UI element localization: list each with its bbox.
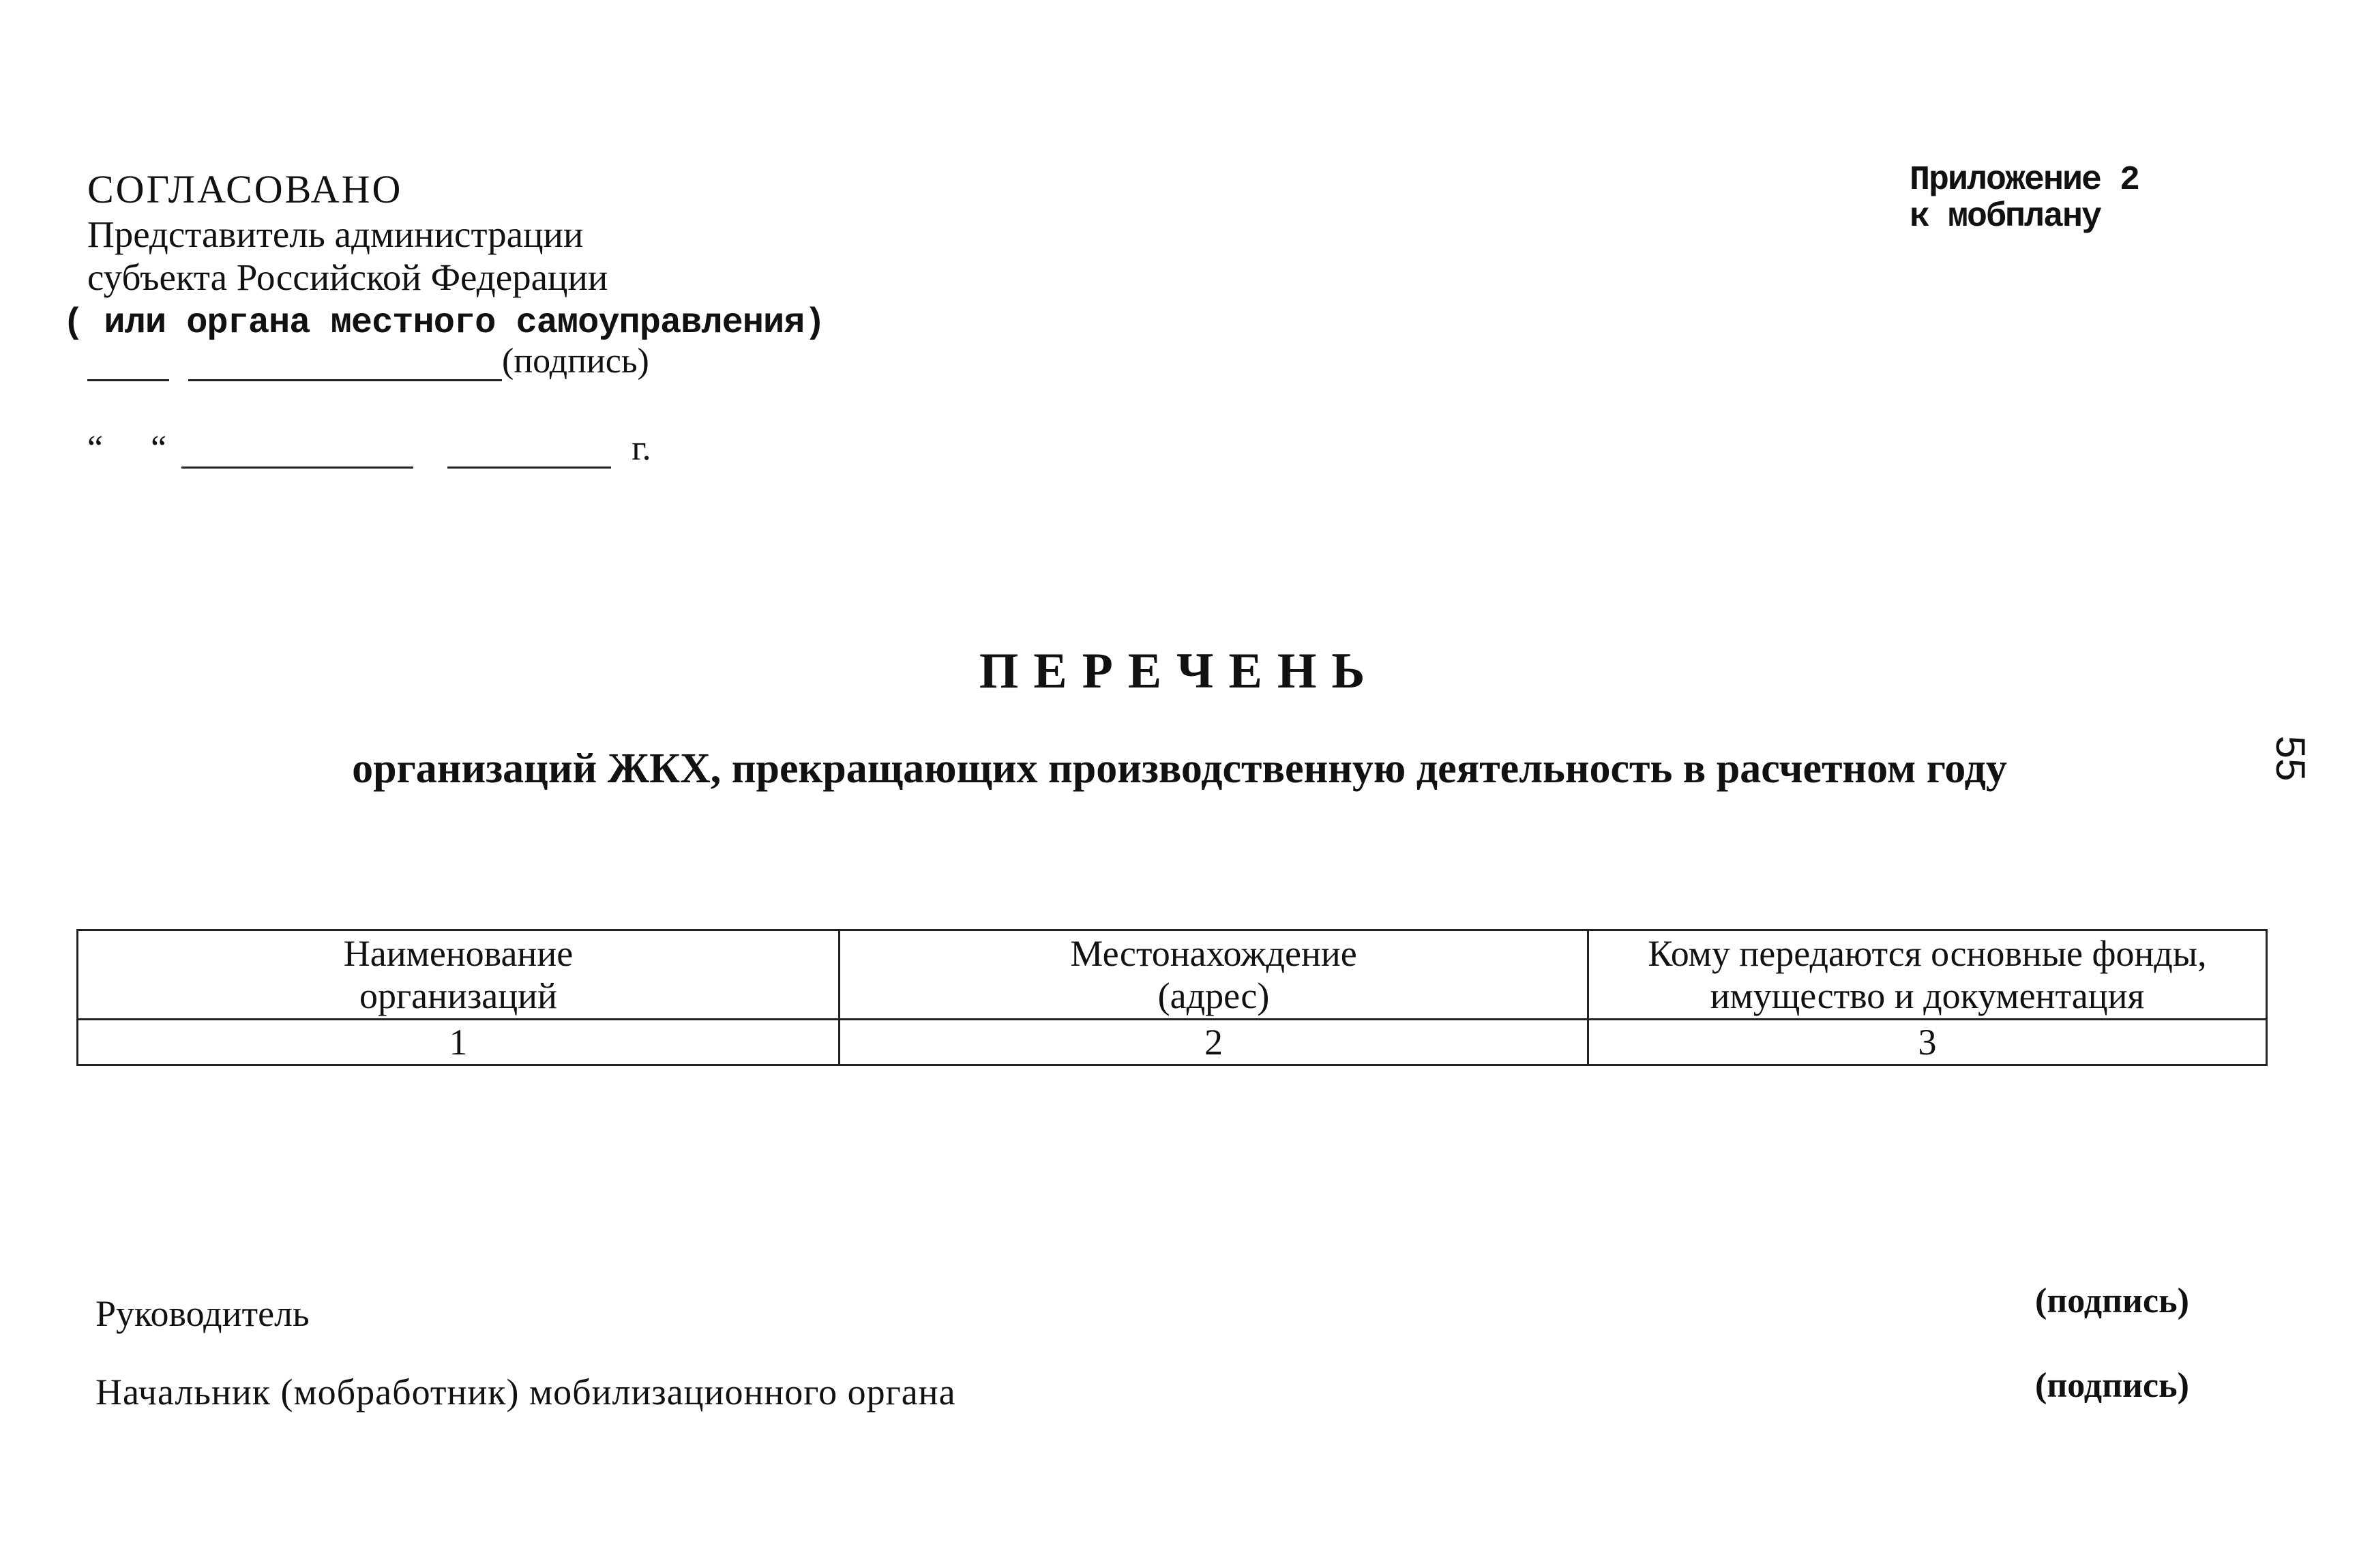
date-open-quote: “	[87, 429, 104, 468]
approval-representative-line: Представитель администрации	[87, 213, 584, 255]
chief-signature-label: (подпись)	[2035, 1366, 2189, 1405]
column-number: 1	[78, 1020, 840, 1065]
approval-signature-row	[87, 341, 649, 381]
date-year-blank	[447, 435, 611, 469]
header-organization-name	[78, 930, 840, 1020]
approval-heading: СОГЛАСОВАНО	[87, 167, 403, 211]
page-number: 55	[2268, 735, 2313, 782]
date-day-month-blank	[181, 435, 413, 469]
organizations-table	[76, 929, 2268, 1066]
header-cell-line: Наименование	[343, 933, 574, 974]
column-number: 3	[1588, 1020, 2267, 1065]
document-title: ПЕРЕЧЕНЬ	[979, 643, 1380, 699]
signature-blank	[188, 348, 502, 381]
approval-signature-label: (подпись)	[502, 342, 649, 381]
header-cell-line: (адрес)	[1157, 975, 1270, 1016]
document-subtitle: организаций ЖКХ, прекращающих производственную деятельность в расчетном году	[352, 745, 2007, 792]
header-cell-line: имущество и документация	[1710, 975, 2145, 1016]
header-location	[840, 930, 1588, 1020]
appendix-reference: к мобплану	[1910, 198, 2101, 237]
header-cell-line: Местонахождение	[1070, 933, 1357, 974]
header-cell-line: Кому передаются основные фонды,	[1648, 933, 2207, 974]
approval-date-row	[87, 428, 651, 469]
head-label: Руководитель	[95, 1293, 310, 1334]
date-suffix: г.	[632, 429, 651, 468]
table-header-row	[78, 930, 2267, 1020]
header-cell-line: организаций	[359, 975, 557, 1016]
head-signature-label: (подпись)	[2035, 1282, 2189, 1320]
column-number: 2	[840, 1020, 1588, 1065]
appendix-number: Приложение 2	[1910, 161, 2139, 200]
approval-authority-line: ( или органа местного самоуправления)	[63, 303, 825, 343]
date-close-quote: “	[151, 429, 167, 468]
chief-label: Начальник (мобработник) мобилизационного органа	[95, 1372, 956, 1412]
signature-initials-blank	[87, 348, 169, 381]
approval-subject-line: субъекта Российской Федерации	[87, 256, 608, 298]
header-transfer-recipient	[1588, 930, 2267, 1020]
table-column-number-row	[78, 1020, 2267, 1065]
